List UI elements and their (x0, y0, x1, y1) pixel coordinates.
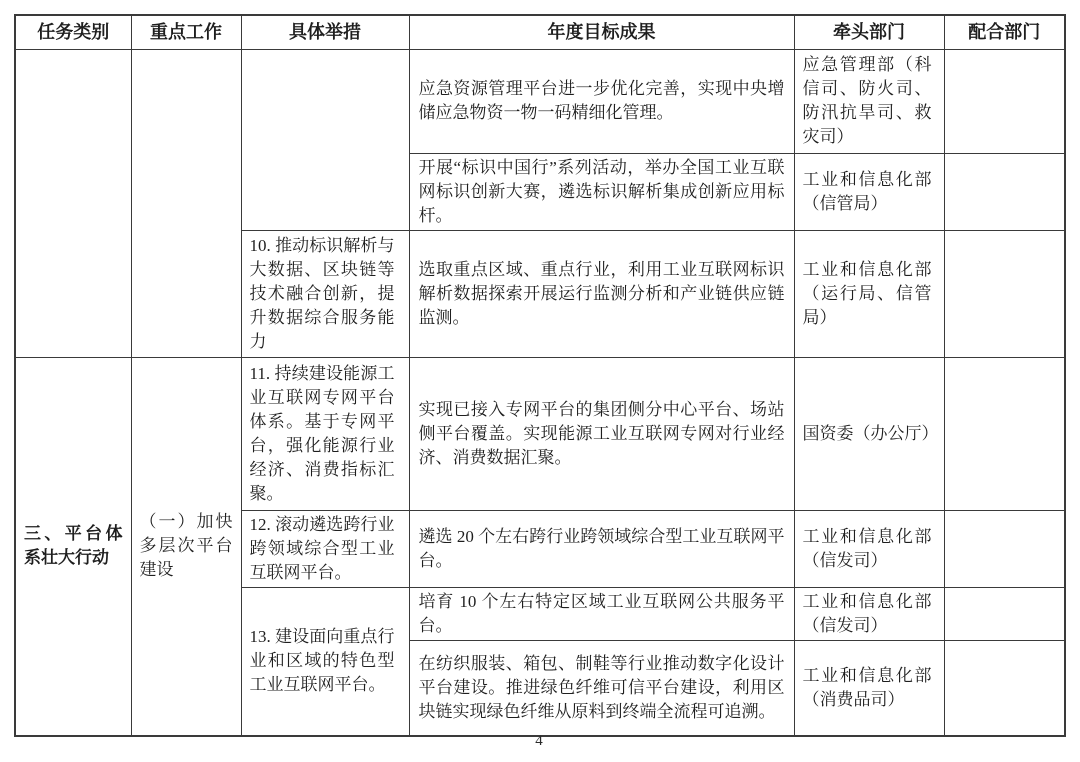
lead-dept-cell: 国资委（办公厅） (794, 357, 944, 510)
support-dept-cell (944, 49, 1065, 153)
target-cell: 培育 10 个左右特定区域工业互联网公共服务平台。 (409, 587, 794, 640)
measure-cell: 10. 推动标识解析与大数据、区块链等技术融合创新，提升数据综合服务能力 (241, 230, 409, 357)
header-cell-measures: 具体举措 (241, 15, 409, 49)
measure-cell: 12. 滚动遴选跨行业跨领域综合型工业互联网平台。 (241, 510, 409, 587)
measure-cell: 11. 持续建设能源工业互联网专网平台体系。基于专网平台，强化能源行业经济、消费指标汇聚。 (241, 357, 409, 510)
key-work-cell: （一）加快多层次平台建设 (131, 357, 241, 736)
target-cell: 选取重点区域、重点行业，利用工业互联网标识解析数据探索开展运行监测分析和产业链供应链监测。 (409, 230, 794, 357)
target-cell: 在纺织服装、箱包、制鞋等行业推动数字化设计平台建设。推进绿色纤维可信平台建设，利用区块链实现绿色纤维从原料到终端全流程可追溯。 (409, 640, 794, 736)
support-dept-cell (944, 153, 1065, 230)
table-row (15, 49, 1065, 153)
target-cell: 应急资源管理平台进一步优化完善，实现中央增储应急物资一物一码精细化管理。 (409, 49, 794, 153)
support-dept-cell (944, 230, 1065, 357)
header-cell-lead-dept: 牵头部门 (794, 15, 944, 49)
task-category-cell-empty (15, 49, 131, 357)
measure-cell: 13. 建设面向重点行业和区域的特色型工业互联网平台。 (241, 587, 409, 736)
lead-dept-cell: 工业和信息化部（信发司） (794, 510, 944, 587)
work-plan-table (14, 14, 1066, 737)
lead-dept-cell: 工业和信息化部（信管局） (794, 153, 944, 230)
table-header-row (15, 15, 1065, 49)
lead-dept-cell: 工业和信息化部（信发司） (794, 587, 944, 640)
lead-dept-cell: 工业和信息化部（消费品司） (794, 640, 944, 736)
lead-dept-cell: 应急管理部（科信司、防火司、防汛抗旱司、救灾司） (794, 49, 944, 153)
table-row (15, 357, 1065, 510)
support-dept-cell (944, 510, 1065, 587)
header-cell-task-category: 任务类别 (15, 15, 131, 49)
target-cell: 遴选 20 个左右跨行业跨领域综合型工业互联网平台。 (409, 510, 794, 587)
support-dept-cell (944, 357, 1065, 510)
measure-cell-empty (241, 49, 409, 230)
page-number: 4 (535, 733, 543, 749)
target-cell: 开展“标识中国行”系列活动，举办全国工业互联网标识创新大赛，遴选标识解析集成创新应用标杆。 (409, 153, 794, 230)
header-cell-key-work: 重点工作 (131, 15, 241, 49)
header-cell-support-dept: 配合部门 (944, 15, 1065, 49)
support-dept-cell (944, 640, 1065, 736)
target-cell: 实现已接入专网平台的集团侧分中心平台、场站侧平台覆盖。实现能源工业互联网专网对行业经济、消费数据汇聚。 (409, 357, 794, 510)
header-cell-annual-targets: 年度目标成果 (409, 15, 794, 49)
key-work-cell-empty (131, 49, 241, 357)
lead-dept-cell: 工业和信息化部（运行局、信管局） (794, 230, 944, 357)
task-category-cell: 三、平台体系壮大行动 (15, 357, 131, 736)
support-dept-cell (944, 587, 1065, 640)
